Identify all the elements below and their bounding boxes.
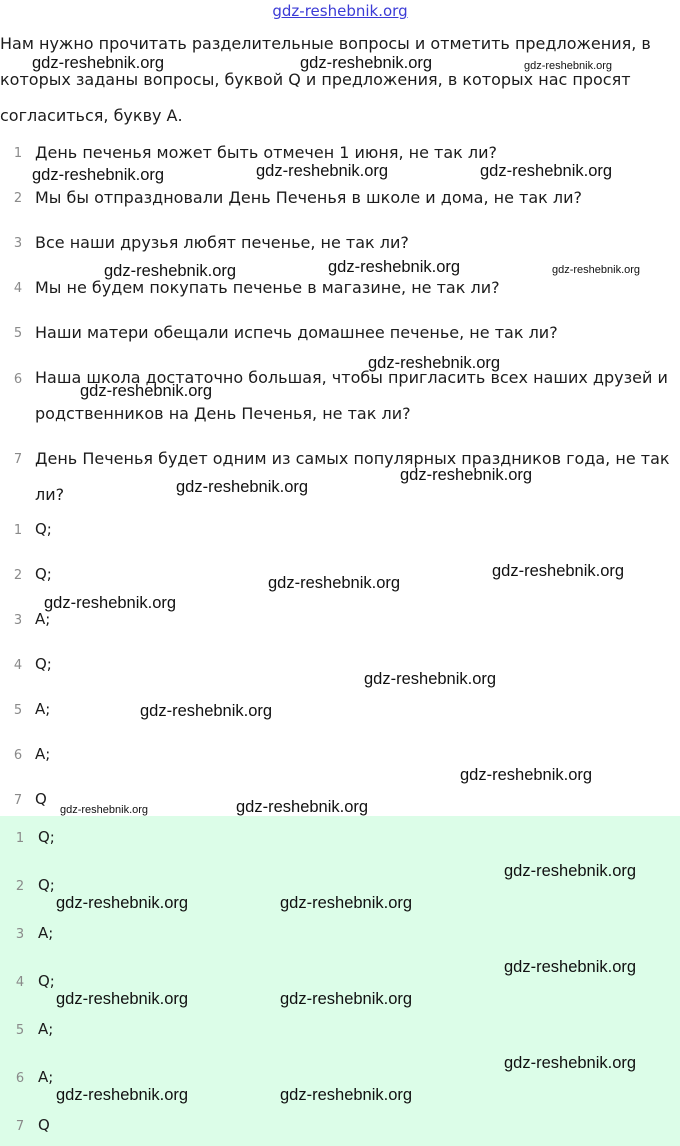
highlighted-answer-number: 7 — [15, 1119, 25, 1134]
answer-number: 7 — [13, 793, 23, 808]
highlighted-answer-number: 1 — [15, 831, 25, 846]
watermark: gdz-reshebnik.org — [56, 894, 189, 912]
watermark: gdz-reshebnik.org — [140, 702, 273, 720]
answer-text: A; — [35, 610, 51, 628]
watermark: gdz-reshebnik.org — [300, 54, 433, 72]
watermark: gdz-reshebnik.org — [400, 466, 533, 484]
highlighted-answer-text: A; — [38, 1068, 54, 1086]
question-text: Мы не будем покупать печенье в магазине, не так ли? — [35, 278, 500, 297]
watermark: gdz-reshebnik.org — [80, 382, 213, 400]
question-number: 2 — [13, 191, 23, 206]
answer-number: 6 — [13, 748, 23, 763]
highlighted-answer-number: 5 — [15, 1023, 25, 1038]
intro-line-2: которых заданы вопросы, буквой Q и предложения, в которых нас просят — [0, 70, 631, 89]
watermark: gdz-reshebnik.org — [280, 894, 413, 912]
question-number: 3 — [13, 236, 23, 251]
intro-line-3: согласиться, букву А. — [0, 106, 183, 125]
question-text: Наши матери обещали испечь домашнее печенье, не так ли? — [35, 323, 558, 342]
answer-text: Q; — [35, 565, 52, 583]
answer-text: Q; — [35, 520, 52, 538]
watermark: gdz-reshebnik.org — [280, 1086, 413, 1104]
watermark: gdz-reshebnik.org — [104, 262, 237, 280]
answer-text: A; — [35, 745, 51, 763]
highlighted-answer-text: Q; — [38, 972, 55, 990]
highlighted-answer-text: Q — [38, 1116, 50, 1134]
question-text: День печенья может быть отмечен 1 июня, не так ли? — [35, 143, 498, 162]
question-text: День Печенья будет одним из самых популярных праздников года, не так — [35, 449, 670, 468]
answer-number: 5 — [13, 703, 23, 718]
watermark: gdz-reshebnik.org — [368, 354, 501, 372]
answer-number: 1 — [13, 523, 23, 538]
watermark: gdz-reshebnik.org — [236, 798, 369, 816]
watermark: gdz-reshebnik.org — [32, 54, 165, 72]
watermark: gdz-reshebnik.org — [268, 574, 401, 592]
question-text: Мы бы отпраздновали День Печенья в школе и дома, не так ли? — [35, 188, 583, 207]
watermark: gdz-reshebnik.org — [504, 958, 637, 976]
question-number: 4 — [13, 281, 23, 296]
highlighted-answer-number: 4 — [15, 975, 25, 990]
watermark: gdz-reshebnik.org — [364, 670, 497, 688]
highlighted-answer-text: A; — [38, 1020, 54, 1038]
question-number: 5 — [13, 326, 23, 341]
watermark: gdz-reshebnik.org — [460, 766, 593, 784]
question-text-continued: ли? — [35, 485, 65, 504]
watermark: gdz-reshebnik.org — [256, 162, 389, 180]
watermark: gdz-reshebnik.org — [504, 862, 637, 880]
watermark: gdz-reshebnik.org — [32, 166, 165, 184]
highlighted-answer-text: A; — [38, 924, 54, 942]
highlighted-answer-number: 2 — [15, 879, 25, 894]
question-number: 1 — [13, 146, 23, 161]
highlighted-answer-text: Q; — [38, 876, 55, 894]
watermark: gdz-reshebnik.org — [492, 562, 625, 580]
answer-number: 3 — [13, 613, 23, 628]
watermark: gdz-reshebnik.org — [176, 478, 309, 496]
watermark: gdz-reshebnik.org — [524, 60, 613, 72]
watermark: gdz-reshebnik.org — [504, 1054, 637, 1072]
intro-line-1: Нам нужно прочитать разделительные вопросы и отметить предложения, в — [0, 34, 651, 53]
watermark: gdz-reshebnik.org — [60, 804, 149, 816]
highlighted-answer-text: Q; — [38, 828, 55, 846]
watermark: gdz-reshebnik.org — [552, 264, 641, 276]
answer-number: 2 — [13, 568, 23, 583]
question-number: 6 — [13, 372, 23, 387]
highlighted-answer-number: 6 — [15, 1071, 25, 1086]
watermark: gdz-reshebnik.org — [328, 258, 461, 276]
watermark: gdz-reshebnik.org — [44, 594, 177, 612]
answer-number: 4 — [13, 658, 23, 673]
answer-text: Q; — [35, 655, 52, 673]
answer-text: Q — [35, 790, 47, 808]
question-text: Наша школа достаточно большая, чтобы пригласить всех наших друзей и — [35, 368, 668, 387]
watermark: gdz-reshebnik.org — [56, 990, 189, 1008]
question-number: 7 — [13, 452, 23, 467]
watermark: gdz-reshebnik.org — [480, 162, 613, 180]
question-text-continued: родственников на День Печенья, не так ли? — [35, 404, 411, 423]
answer-text: A; — [35, 700, 51, 718]
site-header-link[interactable]: gdz-reshebnik.org — [272, 2, 408, 20]
watermark: gdz-reshebnik.org — [280, 990, 413, 1008]
highlighted-answer-number: 3 — [15, 927, 25, 942]
question-text: Все наши друзья любят печенье, не так ли? — [35, 233, 409, 252]
watermark: gdz-reshebnik.org — [56, 1086, 189, 1104]
